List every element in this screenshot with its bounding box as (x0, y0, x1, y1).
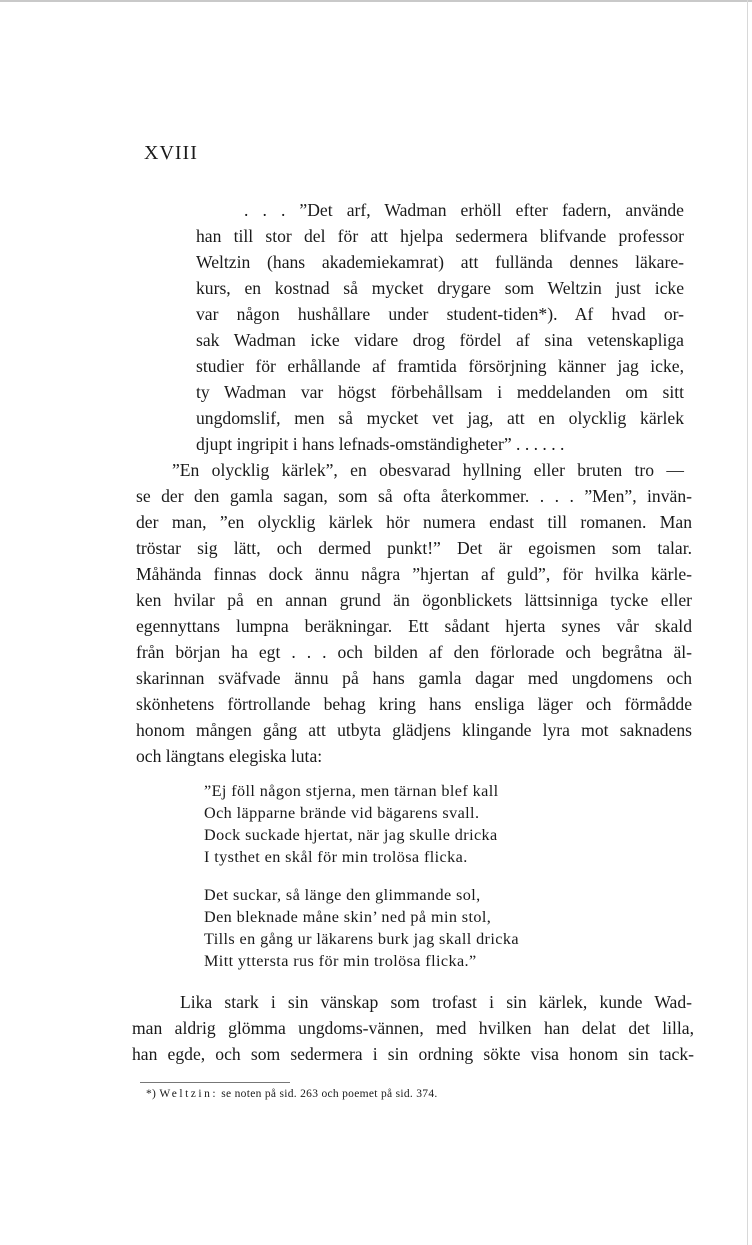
paragraph-line: ken hvilar på en annan grund än ögonblickets lättsinniga tycke eller (136, 590, 692, 610)
poem-line: Dock suckade hjertat, när jag skulle dricka (204, 826, 498, 844)
quote-line: sak Wadman icke vidare drog fördel af sina vetenskapliga (196, 330, 684, 350)
poem-line: Och läpparne brände vid bägarens svall. (204, 804, 480, 822)
poem-line: Mitt yttersta rus för min trolösa flicka.” (204, 952, 477, 970)
scan-top-edge (0, 0, 752, 2)
paragraph-line: och längtans elegiska luta: (136, 746, 323, 766)
paragraph-line: honom mången gång att utbyta glädjens klingande lyra mot saknadens (136, 720, 692, 740)
quote-line: ty Wadman var högst förbehållsam i meddelanden om sitt (196, 382, 684, 402)
quote-line: han till stor del för att hjelpa sedermera blifvande professor (196, 226, 684, 246)
footnote (146, 1088, 438, 1100)
paragraph-line: man aldrig glömma ungdoms-vännen, med hvilken han delat det lilla, (132, 1018, 694, 1038)
paragraph-line: der man, ”en olycklig kärlek hör numera endast till romanen. Man (136, 512, 692, 532)
footnote-text: se noten på sid. 263 och poemet på sid. 374. (221, 1088, 438, 1100)
paragraph-line: se der den gamla sagan, som så ofta återkommer. . . . ”Men”, invän- (136, 486, 692, 506)
quote-line: ungdomslif, men så mycket vet jag, att en olycklig kärlek (196, 408, 684, 428)
quote-line: djupt ingripit i hans lefnads-omständigheter” . . . . . . (196, 434, 565, 454)
poem-line: I tysthet en skål för min trolösa flicka. (204, 848, 468, 866)
page-number: XVIII (144, 142, 198, 164)
poem-line: Den bleknade måne skin’ ned på min stol, (204, 908, 492, 926)
paragraph-line: Måhända finnas dock ännu några ”hjertan af guld”, för hvilka kärle- (136, 564, 692, 584)
quote-line: studier för erhållande af framtida försörjning känner jag icke, (196, 356, 684, 376)
poem-line: ”Ej föll någon stjerna, men tärnan blef kall (204, 782, 499, 800)
footnote-name: Weltzin: (159, 1088, 219, 1100)
paragraph-line: från början ha egt . . . och bilden af den förlorade och begråtna äl- (136, 642, 692, 662)
quote-line: var någon hushållare under student-tiden*). Af hvad or- (196, 304, 684, 324)
poem-line: Tills en gång ur läkarens burk jag skall dricka (204, 930, 519, 948)
quote-line: . . . ”Det arf, Wadman erhöll efter fadern, använde (244, 200, 684, 220)
paragraph-line: egennyttans lumpna beräkningar. Ett sådant hjerta synes vår skald (136, 616, 692, 636)
scan-right-edge (747, 0, 748, 1245)
footnote-marker: *) (146, 1088, 157, 1100)
paragraph-line: skönhetens förtrollande behag kring hans ensliga läger och förmådde (136, 694, 692, 714)
quote-line: Weltzin (hans akademiekamrat) att fullända dennes läkare- (196, 252, 684, 272)
paragraph-line: han egde, och som sedermera i sin ordning sökte visa honom sin tack- (132, 1044, 694, 1064)
paragraph-line: tröstar sig lätt, och dermed punkt!” Det är egoismen som talar. (136, 538, 692, 558)
poem-line: Det suckar, så länge den glimmande sol, (204, 886, 481, 904)
quote-line: kurs, en kostnad så mycket drygare som Weltzin just icke (196, 278, 684, 298)
paragraph-line: ”En olycklig kärlek”, en obesvarad hyllning eller bruten tro — (172, 460, 684, 480)
footnote-rule (140, 1082, 290, 1083)
paragraph-line: Lika stark i sin vänskap som trofast i sin kärlek, kunde Wad- (180, 992, 692, 1012)
paragraph-line: skarinnan sväfvade ännu på hans gamla dagar med ungdomens och (136, 668, 692, 688)
